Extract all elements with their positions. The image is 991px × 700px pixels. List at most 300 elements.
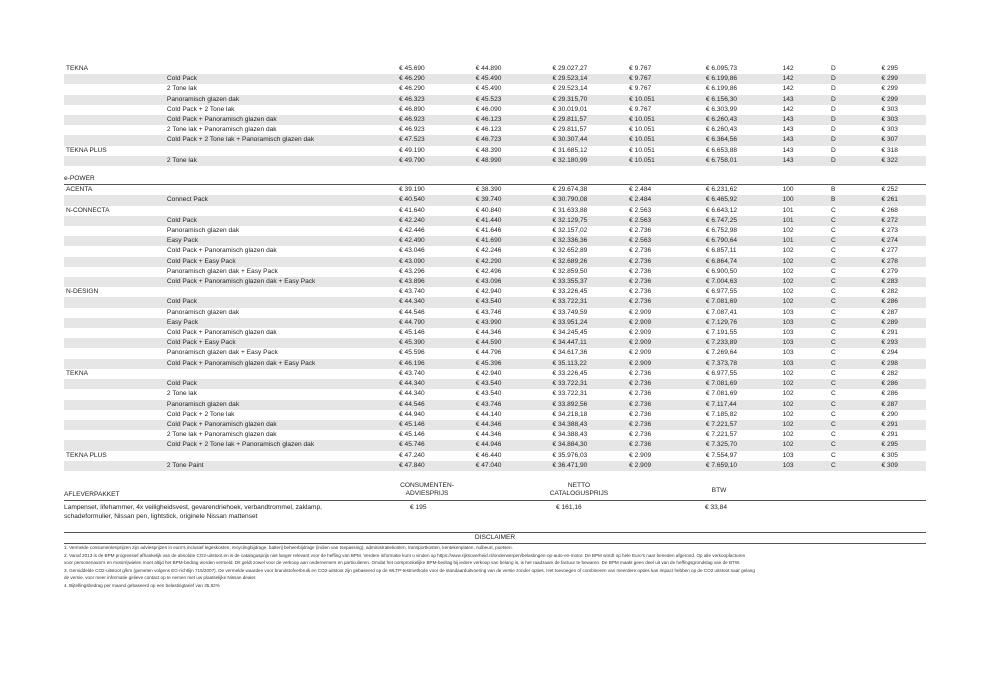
- catalog-price: € 32.689,26: [550, 257, 627, 267]
- catalog-price: € 29.523,14: [550, 74, 627, 84]
- option-name: Panoramisch glazen dak + Easy Pack: [166, 349, 278, 357]
- monthly-addition: € 303: [879, 115, 926, 125]
- netto-price: € 43.096: [474, 277, 551, 287]
- consumer-price: € 45.146: [397, 420, 474, 430]
- consumer-price: € 46.923: [397, 115, 474, 125]
- energy-label: C: [831, 308, 836, 316]
- model-name: [64, 379, 165, 389]
- consumer-price: € 45.390: [397, 338, 474, 348]
- option-name: 2 Tone lak: [165, 156, 397, 166]
- consumer-price: € 46.323: [397, 95, 474, 105]
- table-row: [64, 146, 926, 156]
- table-row: [64, 440, 926, 450]
- btw-amount: € 7.554,97: [705, 451, 738, 459]
- co2-value: 102: [781, 420, 829, 430]
- consumer-price: € 49.190: [399, 146, 425, 154]
- option-name: Cold Pack + Panoramisch glazen dak: [165, 420, 397, 430]
- energy-label: C: [829, 216, 879, 226]
- monthly-addition: € 294: [881, 349, 898, 357]
- btw-amount: € 7.191,55: [705, 329, 738, 337]
- monthly-addition: € 295: [881, 65, 898, 72]
- monthly-addition: € 289: [879, 318, 926, 328]
- table-row: [64, 195, 926, 205]
- model-name: [64, 389, 165, 399]
- netto-price: € 44.346: [475, 431, 502, 439]
- btw-amount: € 6.260,43: [705, 126, 738, 134]
- btw-amount: € 7.081,69: [705, 390, 738, 398]
- energy-label: C: [831, 288, 836, 296]
- bpm-amount: € 9.767: [629, 85, 652, 93]
- disclaimer-text: [64, 544, 926, 590]
- section-row: [64, 174, 926, 185]
- netto-price: € 38.390: [475, 186, 502, 194]
- afleverpakket-title: AFLEVERPAKKET: [64, 491, 120, 498]
- energy-label: D: [831, 65, 836, 72]
- model-name: [64, 115, 165, 125]
- model-name: [64, 125, 165, 135]
- co2-value: 102: [781, 257, 829, 267]
- btw-amount: € 6.465,92: [704, 195, 781, 205]
- netto-price: € 46.440: [475, 451, 502, 459]
- catalog-price: € 29.811,57: [552, 126, 587, 134]
- option-name: Easy Pack: [165, 236, 397, 246]
- consumer-price: € 42.490: [397, 236, 474, 246]
- option-name: Cold Pack + Panoramisch glazen dak: [165, 115, 397, 125]
- catalog-price: € 32.859,50: [552, 267, 588, 275]
- consumer-price: € 46.923: [399, 126, 425, 134]
- btw-amount: € 7.004,63: [704, 277, 781, 287]
- monthly-addition: € 286: [879, 297, 926, 307]
- table-row: [64, 430, 926, 440]
- btw-amount: € 6.643,12: [705, 206, 738, 214]
- table-row: [64, 156, 926, 166]
- bpm-amount: € 2.736: [627, 420, 704, 430]
- option-name: Cold Pack + Easy Pack: [165, 257, 397, 267]
- btw-amount: € 7.129,76: [704, 318, 781, 328]
- energy-label: D: [831, 126, 836, 134]
- table-row: [64, 369, 926, 379]
- consumer-price: € 45.690: [399, 65, 425, 72]
- monthly-addition: € 303: [881, 126, 898, 134]
- bpm-amount: € 2.563: [629, 206, 652, 214]
- co2-value: 143: [781, 135, 829, 145]
- option-name: Cold Pack + Panoramisch glazen dak: [166, 247, 277, 255]
- col-btw: BTW: [711, 487, 727, 494]
- bpm-amount: € 10.051: [629, 126, 655, 134]
- model-name: [64, 216, 165, 226]
- netto-price: € 42.290: [474, 257, 551, 267]
- netto-price: € 45.490: [474, 74, 551, 84]
- netto-price: € 43.540: [475, 390, 502, 398]
- co2-value: 102: [781, 379, 829, 389]
- co2-value: 101: [781, 216, 829, 226]
- catalog-price: € 35.113,22: [550, 359, 627, 369]
- monthly-addition: € 287: [881, 308, 898, 316]
- catalog-price: € 34.617,36: [552, 349, 588, 357]
- table-row: [64, 420, 926, 430]
- catalog-price: € 33.951,24: [550, 318, 627, 328]
- table-row: [64, 64, 926, 74]
- btw-amount: € 6.864,74: [704, 257, 781, 267]
- table-row: [64, 95, 926, 105]
- model-name: [64, 348, 165, 358]
- disclaimer-line: de versie, voor meer informatie gelieve contact op te nemen met uw plaatselijke Nissan dealer.: [64, 575, 257, 581]
- monthly-addition: € 278: [879, 257, 926, 267]
- catalog-price: € 30.307,44: [550, 135, 627, 145]
- option-name: Connect Pack: [165, 195, 397, 205]
- btw-amount: € 6.095,73: [705, 65, 738, 72]
- netto-price: € 44.590: [474, 338, 551, 348]
- table-row: [64, 400, 926, 410]
- option-name: Cold Pack + Panoramisch glazen dak + Easy Pack: [165, 359, 397, 369]
- consumer-price: € 46.290: [397, 74, 474, 84]
- monthly-addition: € 291: [881, 329, 898, 337]
- model-name: N-DESIGN: [66, 288, 99, 296]
- option-name: Cold Pack + 2 Tone lak: [166, 105, 235, 113]
- energy-label: D: [829, 156, 879, 166]
- consumer-price: € 43.046: [399, 247, 425, 255]
- consumer-price: € 44.546: [397, 400, 474, 410]
- table-row: [64, 389, 926, 399]
- co2-value: 142: [781, 74, 829, 84]
- co2-value: 103: [781, 338, 829, 348]
- table-row: [64, 236, 926, 246]
- netto-price: € 44.890: [475, 65, 502, 72]
- co2-value: 143: [781, 95, 829, 105]
- option-name: [165, 146, 397, 156]
- bpm-amount: € 2.909: [629, 308, 652, 316]
- bpm-amount: € 2.484: [629, 186, 652, 194]
- disclaimer-line: 1. Vermelde consumentenprijzen zijn adviesprijzen in euro's inclusief legeskosten, recyclingbijdrage, batterij beheerbijdrage (indien van toepassing), administratiekosten, transportkosten, kentekenplaten, nulbeurt, poetsen.: [64, 545, 513, 550]
- monthly-addition: € 299: [879, 95, 926, 105]
- co2-value: 142: [782, 85, 794, 93]
- netto-price: € 41.690: [474, 236, 551, 246]
- btw-amount: € 6.977,55: [705, 369, 738, 377]
- disclaimer-line: voor personenauto's en motorrijwielen moet altijd het BPM-bedrag worden vermeld. Dit geldt zowel voor de verkoop aan ondernemers en particulieren. Omdat het oorspronkelijke BPM-bedrag bij iedere verkoop van belang is, is het raadzaam de factuur te bewaren. De BPM maakt geen deel uit van de heffingsgrondslag van de BTW.: [64, 560, 741, 566]
- netto-price: € 44.346: [474, 420, 551, 430]
- netto-price: € 46.123: [474, 115, 551, 125]
- bpm-amount: € 2.736: [629, 431, 652, 439]
- netto-price: € 42.940: [475, 288, 502, 296]
- catalog-price: € 33.226,45: [552, 288, 588, 296]
- btw-amount: € 6.977,55: [705, 288, 738, 296]
- bpm-amount: € 9.767: [629, 65, 652, 72]
- co2-value: 102: [782, 390, 794, 398]
- model-name: TEKNA PLUS: [66, 451, 107, 459]
- btw-amount: € 6.752,98: [705, 227, 738, 235]
- monthly-addition: € 303: [881, 105, 898, 113]
- netto-price: € 41.646: [475, 227, 502, 235]
- option-name: Panoramisch glazen dak: [166, 308, 240, 316]
- spacer-row: [64, 166, 926, 174]
- consumer-price: € 49.790: [397, 156, 474, 166]
- consumer-price: € 46.196: [397, 359, 474, 369]
- consumer-price: € 39.190: [399, 186, 425, 194]
- option-name: 2 Tone lak: [166, 85, 197, 93]
- model-name: [64, 338, 165, 348]
- bpm-amount: € 9.767: [629, 105, 652, 113]
- netto-price: € 46.090: [475, 105, 502, 113]
- monthly-addition: € 286: [881, 390, 898, 398]
- btw-amount: € 6.900,50: [705, 267, 738, 275]
- netto-price: € 43.746: [475, 308, 502, 316]
- table-row: [64, 267, 926, 277]
- monthly-addition: € 291: [881, 431, 898, 439]
- bpm-amount: € 2.909: [629, 451, 652, 459]
- model-name: [64, 359, 165, 369]
- energy-label: C: [829, 277, 879, 287]
- table-row: [64, 308, 926, 318]
- model-name: [64, 95, 165, 105]
- energy-label: C: [831, 206, 836, 214]
- monthly-addition: € 286: [879, 379, 926, 389]
- monthly-addition: € 290: [881, 410, 898, 418]
- consumer-price: € 40.540: [397, 195, 474, 205]
- bpm-amount: € 2.736: [629, 390, 652, 398]
- monthly-addition: € 272: [879, 216, 926, 226]
- table-row: [64, 135, 926, 145]
- monthly-addition: € 305: [881, 451, 898, 459]
- bpm-amount: € 10.051: [629, 146, 655, 154]
- bpm-amount: € 2.736: [629, 267, 652, 275]
- monthly-addition: € 322: [879, 156, 926, 166]
- consumer-price: € 44.340: [397, 379, 474, 389]
- energy-label: C: [831, 390, 836, 398]
- netto-price: € 42.940: [475, 369, 502, 377]
- monthly-addition: € 274: [879, 236, 926, 246]
- afleverpakket-consumer-price: € 195: [410, 504, 427, 511]
- model-name: [64, 318, 165, 328]
- consumer-price: € 46.290: [399, 85, 425, 93]
- catalog-price: € 34.884,30: [550, 440, 627, 450]
- option-name: 2 Tone lak: [166, 390, 197, 398]
- afleverpakket-row: [64, 501, 926, 521]
- table-row: [64, 257, 926, 267]
- co2-value: 103: [782, 451, 794, 459]
- bpm-amount: € 2.736: [629, 369, 652, 377]
- option-name: Cold Pack: [165, 379, 397, 389]
- model-name: [64, 328, 165, 338]
- energy-label: D: [829, 135, 879, 145]
- co2-value: 143: [781, 115, 829, 125]
- catalog-price: € 31.633,88: [552, 206, 588, 214]
- option-name: [165, 451, 397, 461]
- section-title: e-POWER: [64, 174, 926, 185]
- energy-label: C: [829, 318, 879, 328]
- bpm-amount: € 2.736: [627, 379, 704, 389]
- energy-label: C: [829, 257, 879, 267]
- co2-value: 143: [781, 156, 829, 166]
- consumer-price: € 42.240: [397, 216, 474, 226]
- consumer-price: € 45.146: [399, 329, 425, 337]
- table-row: [64, 105, 926, 115]
- catalog-price: € 33.722,31: [550, 297, 627, 307]
- btw-amount: € 6.653,88: [705, 146, 738, 154]
- netto-price: € 46.123: [475, 126, 502, 134]
- co2-value: 103: [782, 308, 794, 316]
- monthly-addition: € 273: [881, 227, 898, 235]
- consumer-price: € 43.296: [399, 267, 425, 275]
- model-name: [64, 236, 165, 246]
- monthly-addition: € 252: [881, 186, 898, 194]
- energy-label: D: [831, 146, 836, 154]
- consumer-price: € 43.740: [399, 369, 425, 377]
- monthly-addition: € 279: [881, 267, 898, 275]
- bpm-amount: € 2.909: [627, 359, 704, 369]
- option-name: Cold Pack: [165, 74, 397, 84]
- bpm-amount: € 2.563: [627, 236, 704, 246]
- energy-label: D: [829, 74, 879, 84]
- afleverpakket-btw: € 33,84: [705, 504, 727, 511]
- energy-label: C: [829, 359, 879, 369]
- bpm-amount: € 2.736: [629, 288, 652, 296]
- table-row: [64, 185, 926, 196]
- btw-amount: € 7.117,44: [704, 400, 781, 410]
- model-name: [64, 277, 165, 287]
- table-row: [64, 246, 926, 256]
- co2-value: 102: [782, 410, 794, 418]
- consumer-price: € 45.146: [399, 431, 425, 439]
- model-name: TEKNA: [66, 65, 88, 72]
- model-name: [64, 440, 165, 450]
- energy-label: D: [831, 105, 836, 113]
- energy-label: C: [829, 440, 879, 450]
- model-name: [64, 74, 165, 84]
- energy-label: D: [831, 85, 836, 93]
- bpm-amount: € 2.484: [627, 195, 704, 205]
- afleverpakket-section: [64, 480, 926, 521]
- btw-amount: € 7.087,41: [705, 308, 738, 316]
- table-row: [64, 451, 926, 461]
- consumer-price: € 41.640: [399, 206, 425, 214]
- price-table-body: [64, 64, 926, 471]
- bpm-amount: € 10.051: [627, 135, 704, 145]
- table-row: [64, 277, 926, 287]
- netto-price: € 45.396: [474, 359, 551, 369]
- bpm-amount: € 2.736: [627, 257, 704, 267]
- option-name: Cold Pack + 2 Tone lak + Panoramisch glazen dak: [165, 440, 397, 450]
- catalog-price: € 32.129,75: [550, 216, 627, 226]
- btw-amount: € 6.231,62: [705, 186, 738, 194]
- consumer-price: € 47.240: [399, 451, 425, 459]
- catalog-price: € 32.157,02: [552, 227, 588, 235]
- energy-label: C: [831, 410, 836, 418]
- table-row: [64, 74, 926, 84]
- model-name: [64, 195, 165, 205]
- catalog-price: € 29.523,14: [552, 85, 588, 93]
- catalog-price: € 32.180,99: [550, 156, 627, 166]
- table-row: [64, 297, 926, 307]
- btw-amount: € 6.758,01: [704, 156, 781, 166]
- energy-label: C: [829, 338, 879, 348]
- netto-price: € 42.496: [475, 267, 502, 275]
- btw-amount: € 6.857,11: [705, 247, 737, 255]
- bpm-amount: € 10.051: [627, 95, 704, 105]
- co2-value: 100: [782, 186, 794, 194]
- model-name: [64, 135, 165, 145]
- option-name: Cold Pack + 2 Tone lak + Panoramisch glazen dak: [165, 135, 397, 145]
- bpm-amount: € 2.909: [627, 338, 704, 348]
- energy-label: D: [829, 95, 879, 105]
- netto-price: € 40.840: [475, 206, 502, 214]
- model-name: [64, 308, 165, 318]
- catalog-price: € 34.245,45: [552, 329, 588, 337]
- monthly-addition: € 295: [879, 440, 926, 450]
- consumer-price: € 44.546: [399, 308, 425, 316]
- afleverpakket-netto-price: € 161,16: [556, 504, 582, 511]
- option-name: [165, 369, 397, 379]
- col-netto-price: NETTO CATALOGUSPRIJS: [549, 482, 609, 497]
- energy-label: C: [829, 379, 879, 389]
- btw-amount: € 6.199,86: [705, 85, 738, 93]
- energy-label: D: [829, 115, 879, 125]
- table-row: [64, 410, 926, 420]
- btw-amount: € 7.185,82: [705, 410, 738, 418]
- monthly-addition: € 293: [879, 338, 926, 348]
- model-name: [64, 226, 165, 236]
- table-row: [64, 338, 926, 348]
- co2-value: 103: [781, 359, 829, 369]
- netto-price: € 48.390: [475, 146, 502, 154]
- catalog-price: € 29.315,70: [550, 95, 627, 105]
- netto-price: € 43.746: [474, 400, 551, 410]
- catalog-price: € 33.749,59: [552, 308, 588, 316]
- energy-label: C: [831, 349, 836, 357]
- energy-label: C: [829, 297, 879, 307]
- btw-amount: € 6.790,64: [704, 236, 781, 246]
- monthly-addition: € 299: [881, 85, 898, 93]
- model-name: [64, 430, 165, 440]
- btw-amount: € 7.221,57: [705, 431, 738, 439]
- co2-value: 102: [782, 369, 794, 377]
- model-name: [64, 156, 165, 166]
- bpm-amount: € 2.736: [629, 227, 652, 235]
- netto-price: € 44.346: [475, 329, 502, 337]
- co2-value: 100: [781, 195, 829, 205]
- option-name: 2 Tone lak + Panoramisch glazen dak: [166, 126, 277, 134]
- btw-amount: € 7.081,69: [704, 379, 781, 389]
- table-row: [64, 359, 926, 369]
- price-table: [64, 64, 926, 471]
- btw-amount: € 6.364,56: [704, 135, 781, 145]
- co2-value: 142: [782, 65, 794, 72]
- energy-label: C: [829, 420, 879, 430]
- table-row: [64, 115, 926, 125]
- energy-label: C: [829, 400, 879, 410]
- co2-value: 103: [781, 461, 829, 471]
- catalog-price: € 30.790,08: [550, 195, 627, 205]
- netto-price: € 44.796: [475, 349, 502, 357]
- bpm-amount: € 2.736: [627, 277, 704, 287]
- table-row: [64, 125, 926, 135]
- energy-label: C: [831, 227, 836, 235]
- option-name: [165, 287, 397, 297]
- catalog-price: € 30.019,01: [552, 105, 588, 113]
- co2-value: 103: [781, 318, 829, 328]
- table-row: [64, 348, 926, 358]
- model-name: [64, 246, 165, 256]
- monthly-addition: € 277: [881, 247, 898, 255]
- consumer-price: € 44.340: [397, 297, 474, 307]
- co2-value: 102: [782, 267, 794, 275]
- monthly-addition: € 307: [879, 135, 926, 145]
- co2-value: 103: [782, 329, 794, 337]
- bpm-amount: € 2.909: [627, 461, 704, 471]
- table-row: [64, 318, 926, 328]
- catalog-price: € 34.447,11: [550, 338, 627, 348]
- consumer-price: € 42.446: [399, 227, 425, 235]
- option-name: Cold Pack + Panoramisch glazen dak + Easy Pack: [165, 277, 397, 287]
